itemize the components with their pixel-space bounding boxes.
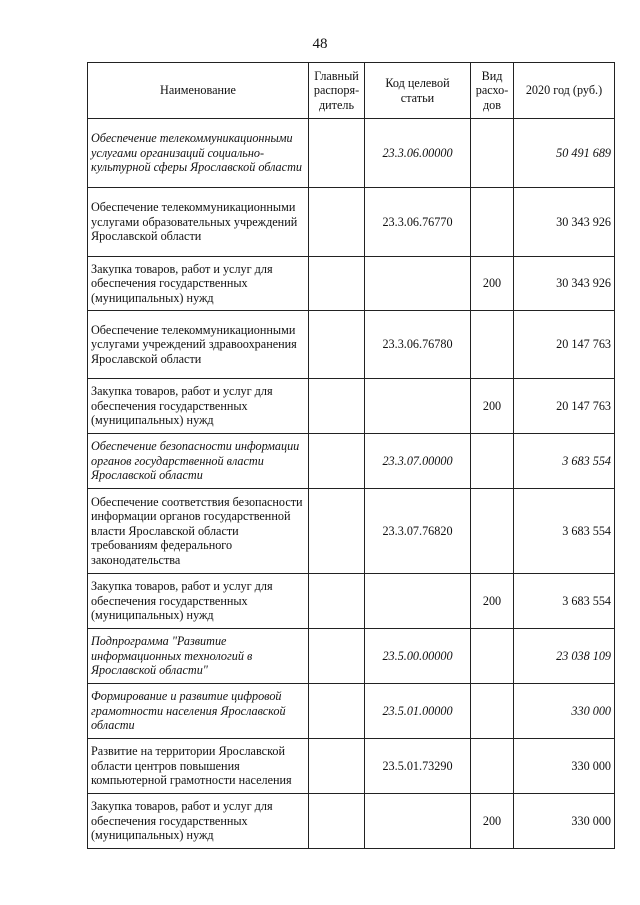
row-name: Закупка товаров, работ и услуг для обеспечения государственных (муниципальных) нужд	[88, 379, 309, 434]
row-sum: 20 147 763	[514, 311, 615, 379]
row-name: Развитие на территории Ярославской области центров повышения компьютерной грамотности населения	[88, 739, 309, 794]
row-code: 23.3.07.00000	[365, 434, 471, 489]
row-code: 23.5.01.00000	[365, 684, 471, 739]
row-sum: 330 000	[514, 739, 615, 794]
header-sum: 2020 год (руб.)	[514, 63, 615, 119]
row-code	[365, 794, 471, 849]
table-row	[88, 684, 615, 739]
row-kind	[471, 739, 514, 794]
row-name: Закупка товаров, работ и услуг для обеспечения государственных (муниципальных) нужд	[88, 257, 309, 311]
row-admin	[309, 311, 365, 379]
row-code	[365, 257, 471, 311]
row-kind	[471, 629, 514, 684]
row-admin	[309, 434, 365, 489]
row-admin	[309, 794, 365, 849]
row-name: Закупка товаров, работ и услуг для обеспечения государственных (муниципальных) нужд	[88, 794, 309, 849]
table-row	[88, 311, 615, 379]
row-name: Подпрограмма "Развитие информационных технологий в Ярославской области"	[88, 629, 309, 684]
header-kind: Вид расхо-дов	[471, 63, 514, 119]
row-sum: 23 038 109	[514, 629, 615, 684]
row-kind	[471, 188, 514, 257]
page-number: 48	[312, 36, 328, 52]
row-admin	[309, 188, 365, 257]
row-sum: 3 683 554	[514, 489, 615, 574]
row-sum: 20 147 763	[514, 379, 615, 434]
header-code: Код целевой статьи	[365, 63, 471, 119]
row-kind	[471, 684, 514, 739]
header-admin: Главный распоря-дитель	[309, 63, 365, 119]
row-admin	[309, 257, 365, 311]
row-admin	[309, 684, 365, 739]
table-row	[88, 489, 615, 574]
header-name: Наименование	[88, 63, 309, 119]
row-name: Обеспечение телекоммуникационными услугами организаций социально-культурной сферы Ярославской области	[88, 119, 309, 188]
table-row	[88, 574, 615, 629]
row-code	[365, 379, 471, 434]
table-row	[88, 794, 615, 849]
row-admin	[309, 119, 365, 188]
row-admin	[309, 739, 365, 794]
row-kind	[471, 434, 514, 489]
budget-table	[87, 62, 615, 849]
row-admin	[309, 489, 365, 574]
row-sum: 30 343 926	[514, 188, 615, 257]
row-admin	[309, 629, 365, 684]
row-sum: 50 491 689	[514, 119, 615, 188]
table-row	[88, 119, 615, 188]
header-row	[88, 63, 615, 119]
row-kind	[471, 311, 514, 379]
row-name: Обеспечение безопасности информации органов государственной власти Ярославской области	[88, 434, 309, 489]
table-row	[88, 379, 615, 434]
row-kind: 200	[471, 794, 514, 849]
row-code: 23.5.01.73290	[365, 739, 471, 794]
row-name: Обеспечение телекоммуникационными услугами учреждений здравоохранения Ярославской области	[88, 311, 309, 379]
row-admin	[309, 574, 365, 629]
row-name: Обеспечение соответствия безопасности информации органов государственной власти Ярославской области требованиям федерального законодательства	[88, 489, 309, 574]
row-name: Формирование и развитие цифровой грамотности населения Ярославской области	[88, 684, 309, 739]
row-sum: 330 000	[514, 794, 615, 849]
row-kind	[471, 489, 514, 574]
row-code: 23.3.06.76770	[365, 188, 471, 257]
row-code: 23.5.00.00000	[365, 629, 471, 684]
table-row	[88, 257, 615, 311]
table-row	[88, 629, 615, 684]
row-kind	[471, 119, 514, 188]
row-code: 23.3.06.76780	[365, 311, 471, 379]
table-row	[88, 434, 615, 489]
row-admin	[309, 379, 365, 434]
row-code: 23.3.07.76820	[365, 489, 471, 574]
row-sum: 3 683 554	[514, 434, 615, 489]
row-sum: 30 343 926	[514, 257, 615, 311]
table-row	[88, 188, 615, 257]
row-kind: 200	[471, 379, 514, 434]
row-code: 23.3.06.00000	[365, 119, 471, 188]
row-kind: 200	[471, 574, 514, 629]
row-code	[365, 574, 471, 629]
row-name: Обеспечение телекоммуникационными услугами образовательных учреждений Ярославской области	[88, 188, 309, 257]
row-sum: 330 000	[514, 684, 615, 739]
row-kind: 200	[471, 257, 514, 311]
row-name: Закупка товаров, работ и услуг для обеспечения государственных (муниципальных) нужд	[88, 574, 309, 629]
table-row	[88, 739, 615, 794]
row-sum: 3 683 554	[514, 574, 615, 629]
